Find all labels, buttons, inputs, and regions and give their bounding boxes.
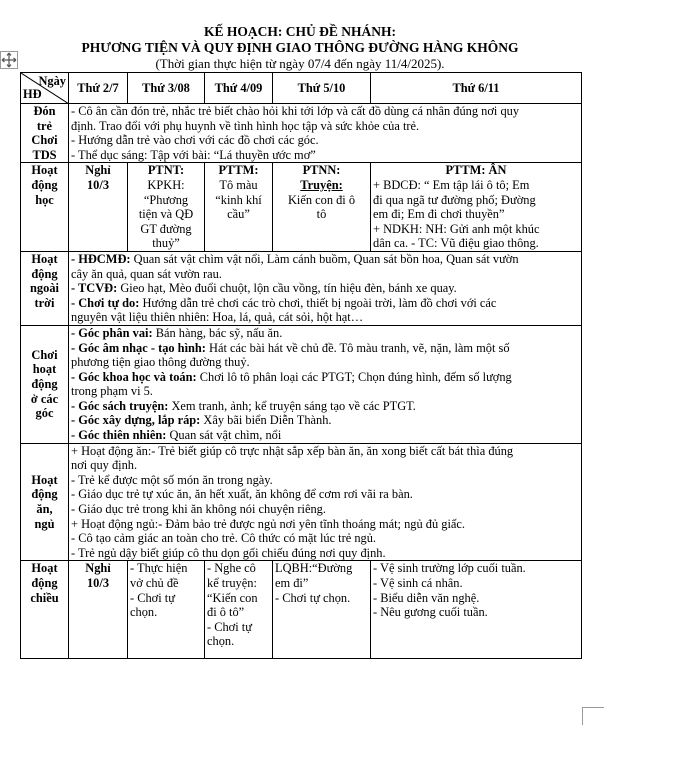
text-line: “kinh khí [215,192,262,207]
row-don-tre [21,104,582,163]
item-text: Hướng dẫn trẻ chơi các trò chơi, thiết bị ngoài trời, làm đồ chơi với các [139,295,497,310]
text-line: chọn. [207,634,235,649]
corner-day-label: Ngày [38,74,66,88]
text-line: LQBH:“Đường [275,561,353,576]
header-row [21,73,582,104]
label-line: ở các [30,391,59,406]
item-text: Quan sát vật chìm vật nổi, Làm cánh buồm, Quan sát bồn hoa, Quan sát vườn [130,251,519,266]
date-range: (Thời gian thực hiện từ ngày 07/4 đến ngày 11/4/2025). [155,56,445,71]
text-line: đi qua ngã tư đường phố; Đường [373,192,536,207]
text-line: + NDKH: NH: Gửi anh một khúc [373,221,540,236]
text-line: kể truyện: [207,576,257,590]
item-text: Chơi lô tô phân loại các PTGT; Chọn đúng hình, đếm số lượng [196,369,512,384]
label-line: động [31,266,58,281]
label-line: Chơi [31,347,58,362]
text-line: - Giáo dục trẻ tự xúc ăn, ăn hết xuất, ăn không để cơm rơi vãi ra bàn. [71,487,413,502]
item-heading: - Góc âm nhạc - tạo hình: [71,340,206,355]
text-line: chọn. [130,605,158,620]
chieu-mon [69,561,128,659]
hoc-wed [205,163,273,252]
hoc-thu [273,163,371,252]
text-line: - Trẻ kể được một số món ăn trong ngày. [71,472,273,487]
text-line: “Kiến con [207,590,258,605]
text-line: KPKH: [147,177,185,192]
text-line: - Chơi tự [130,590,175,605]
label-line: Hoạt [31,163,58,178]
text-line: em đi” [275,576,309,590]
text-line: 10/3 [86,177,110,192]
text-line: - Thể dục sáng: Tập với bài: “Lá thuyền ước mơ” [71,147,316,162]
text-line [71,428,579,443]
title-line-2: PHƯƠNG TIỆN VÀ QUY ĐỊNH GIAO THÔNG ĐƯỜNG HÀNG KHÔNG [81,40,519,55]
text-line: thuỷ” [152,236,180,251]
label-line: trời [34,295,55,310]
text-line: - Giáo dục trẻ trong khi ăn không nói chuyện riêng. [71,502,326,517]
row-label-chieu [21,561,69,659]
label-line: Chơi [31,133,58,148]
text-line: PTTM: ÂN [445,163,507,178]
text-line [71,341,579,356]
text-line: - Cô tạo cảm giác an toàn cho trẻ. Cô thức có mặt lúc trẻ ngủ. [71,531,377,546]
item-heading: - Góc thiên nhiên: [71,428,167,443]
text-line [71,310,579,325]
text-line: tiện và QĐ [138,207,194,222]
hoc-mon [69,163,128,252]
text-line: - Chơi tự [207,619,252,634]
text-line: cầu” [227,207,250,222]
text-line [71,252,579,267]
row-label-don-tre [21,104,69,163]
day-header-tue: Thứ 3/08 [128,73,205,104]
text-line [71,413,579,428]
text-line: - Nghe cô [207,561,256,576]
text-line [71,267,579,282]
row-hoat-dong-chieu [21,561,582,659]
label-line: Đón [33,104,56,118]
text-line: - Vệ sinh trường lớp cuối tuần. [373,561,526,576]
row-choi-o-goc [21,325,582,443]
text-line [71,355,579,370]
item-text: phương tiện giao thông đường thuỷ. [71,355,250,370]
label-line: Hoạt [31,251,58,266]
hoc-fri [371,163,582,252]
an-ngu-content [69,443,582,561]
label-line: động [31,376,58,391]
item-text: Gieo hạt, Mèo đuổi chuột, lộn cầu vồng, tín hiệu đèn, bánh xe quay. [117,281,457,296]
item-text: Hát các bài hát về chủ đề. Tô màu tranh, vẽ, nặn, làm một số [205,340,510,355]
text-line: - Thực hiện [130,561,188,576]
label-line: chiều [30,590,59,605]
text-line: “Phương [143,192,189,207]
text-line: + Hoạt động ngủ:- Đảm bảo trẻ được ngủ nơi yên tĩnh thoáng mát; ngủ đủ giấc. [71,516,465,531]
text-line [71,326,579,341]
row-hoat-dong-hoc [21,163,582,252]
day-header-wed: Thứ 4/09 [205,73,273,104]
label-line: Hoạt [31,472,58,487]
item-heading: - Góc sách truyện: [71,398,169,413]
ngoai-troi-content [69,251,582,325]
item-text: nguyên vật liệu thiên nhiên: Hoa, lá, quả, cát sỏi, hột hạt… [71,310,364,325]
text-line: PTNN: [302,163,341,178]
text-line: + Hoạt động ăn:- Trẻ biết giúp cô trực nhật sắp xếp bàn ăn, ăn xong biết cất bát thìa đúng [71,443,514,458]
item-text: Bán hàng, bác sỹ, nấu ăn. [152,325,283,340]
chieu-tue [128,561,205,659]
text-line: - Chơi tự chọn. [275,590,351,605]
text-line [71,399,579,414]
hoc-tue [128,163,205,252]
choi-goc-content [69,325,582,443]
text-line: PTTM: [218,163,259,178]
label-line: hoạt [32,362,57,377]
text-line: Truyện: [300,177,343,192]
text-line: đi ô tô” [207,605,245,620]
move-arrows-icon [1,52,17,68]
row-an-ngu [21,443,582,561]
text-line: Nghỉ [85,163,111,178]
day-header-mon: Thứ 2/7 [69,73,128,104]
text-line: PTNT: [147,163,185,178]
page-corner-marker [582,707,604,725]
text-line: - Vệ sinh cá nhân. [373,576,463,590]
text-line: - Biểu diễn văn nghệ. [373,590,480,605]
corner-cell [21,73,69,104]
text-line: GT đường [140,221,192,236]
item-text: cây ăn quả, quan sát vườn rau. [71,266,222,281]
item-text: Quan sát vật chìm, nổi [166,428,282,443]
label-line: động [31,487,58,502]
corner-activity-label: HĐ [23,87,42,102]
label-line: động [31,576,58,590]
text-line: em đi; Em đi chơi thuyền” [373,207,505,222]
text-line: nơi quy định. [71,458,138,473]
item-heading: - Góc khoa học và toán: [71,369,197,384]
day-header-fri: Thứ 6/11 [371,73,582,104]
label-line: góc [35,406,54,421]
text-line: - Trẻ ngủ dậy biết giúp cô thu dọn gối chiếu đúng nơi quy định. [71,545,386,560]
text-line: - Hướng dẫn trẻ vào chơi với các đồ chơi các góc. [71,133,319,148]
item-heading: - HĐCMĐ: [71,251,131,266]
label-line: học [35,192,54,207]
row-label-ngoai-troi [21,251,69,325]
label-line: Hoạt [31,561,58,576]
label-line: ngủ [34,516,55,531]
text-line: Nghỉ [85,561,111,576]
row-hoat-dong-ngoai-troi [21,251,582,325]
label-line: trẻ [36,118,53,133]
chieu-wed [205,561,273,659]
row-label-choi-goc [21,325,69,443]
text-line: - Nêu gương cuối tuần. [373,605,488,620]
text-line: 10/3 [86,576,110,590]
table-move-handle[interactable] [0,51,18,69]
label-line: ngoài [30,281,59,296]
plan-title [20,24,580,71]
item-heading: - TCVĐ: [71,281,118,296]
label-line: ăn, [36,502,53,517]
text-line [71,370,579,385]
text-line: định. Trao đổi với phụ huynh về tình hình học tập và sức khỏe của trẻ. [71,118,420,133]
don-tre-content [69,104,582,163]
text-line: Tô màu [219,177,258,192]
text-line [71,296,579,311]
item-text: Xây bãi biển Diễn Thành. [200,413,332,428]
label-line: động [31,177,58,192]
day-header-thu: Thứ 5/10 [273,73,371,104]
item-heading: - Góc xây dựng, lắp ráp: [71,413,201,428]
row-label-hoat-dong-hoc [21,163,69,252]
item-text: Xem tranh, ảnh; kể truyện sáng tạo về các PTGT. [168,398,416,413]
label-line: TDS [32,147,57,162]
item-heading: - Góc phân vai: [71,325,153,340]
title-line-1: KẾ HOẠCH: CHỦ ĐỀ NHÁNH: [204,24,396,39]
chieu-thu [273,561,371,659]
weekly-plan-table [20,72,582,659]
text-line [71,281,579,296]
chieu-fri [371,561,582,659]
row-label-an-ngu [21,443,69,561]
text-line: - Cô ân cần đón trẻ, nhắc trẻ biết chào hỏi khi tới lớp và cất đồ dùng cá nhân đúng nơi quy [71,104,520,118]
text-line [71,384,579,399]
item-text: trong phạm vi 5. [71,384,153,399]
text-line: dân ca. - TC: Vũ điệu giao thông. [373,236,539,251]
text-line: + BDCĐ: “ Em tập lái ô tô; Em [373,177,530,192]
text-line: tô [316,207,327,222]
item-heading: - Chơi tự do: [71,295,140,310]
text-line: vở chủ đề [130,576,179,590]
text-line: Kiến con đi ô [287,192,356,207]
